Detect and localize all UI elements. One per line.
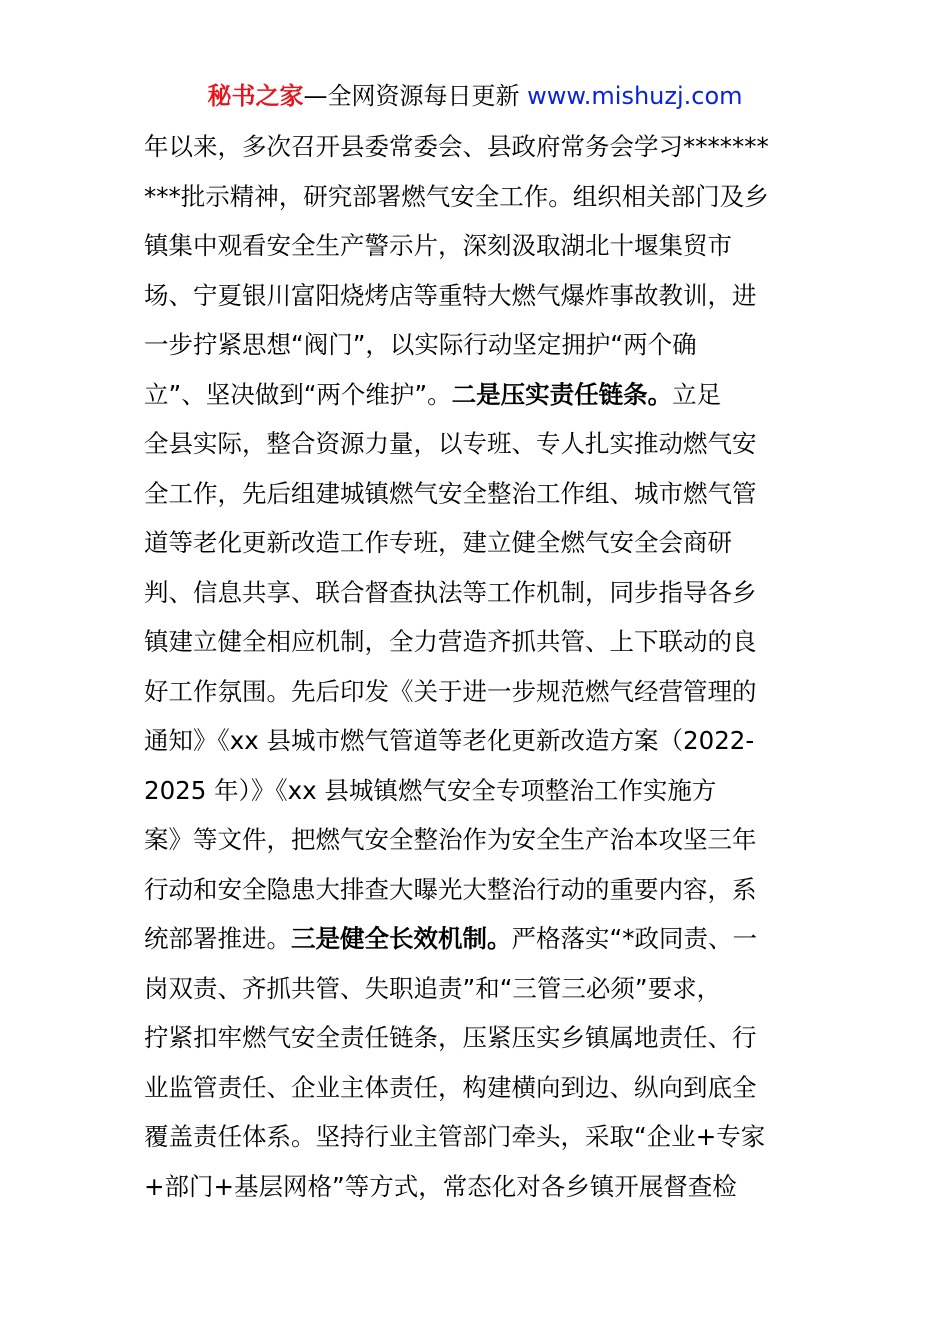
text-line-1: 年以来，多次召开县委常委会、县政府常务会学习******* <box>144 132 769 161</box>
text-line-8: 全工作，先后组建城镇燃气安全整治工作组、城市燃气管 <box>144 478 757 508</box>
text-line-7: 全县实际，整合资源力量，以专班、专人扎实推动燃气安 <box>144 429 757 458</box>
text-line-16: 行动和安全隐患大排查大曝光大整治行动的重要内容，系 <box>144 874 757 904</box>
text-line-3: 镇集中观看安全生产警示片，深刻汲取湖北十堰集贸市 <box>144 231 732 260</box>
site-tagline: —全网资源每日更新 <box>303 82 528 110</box>
site-url-link[interactable]: www.mishuzj.com <box>527 82 743 110</box>
site-header <box>0 80 950 112</box>
text-line-6: 立”、坚决做到“两个维护”。二是压实责任链条。立足 <box>144 379 722 409</box>
section-heading-2: 二是压实责任链条。 <box>451 379 673 409</box>
section-heading-3: 三是健全长效机制。 <box>291 924 512 953</box>
text-line-19: 拧紧扣牢燃气安全责任链条，压紧压实乡镇属地责任、行 <box>144 1023 757 1052</box>
site-brand: 秘书之家 <box>207 82 304 110</box>
text-line-4: 场、宁夏银川富阳烧烤店等重特大燃气爆炸事故教训，进 <box>144 280 757 310</box>
text-line-22: +部门+基层网格”等方式，常态化对各乡镇开展督查检 <box>144 1171 737 1201</box>
text-line-10: 判、信息共享、联合督查执法等工作机制，同步指导各乡 <box>144 577 757 607</box>
text-line-14: 2025 年）》《xx 县城镇燃气安全专项整治工作实施方 <box>144 775 717 805</box>
text-line-13: 通知》《xx 县城市燃气管道等老化更新改造方案（2022- <box>144 726 755 755</box>
text-line-21: 覆盖责任体系。坚持行业主管部门牵头，采取“企业+专家 <box>144 1122 766 1151</box>
text-line-20: 业监管责任、企业主体责任，构建横向到边、纵向到底全 <box>144 1072 757 1102</box>
text-line-11: 镇建立健全相应机制，全力营造齐抓共管、上下联动的良 <box>144 627 757 656</box>
text-line-15: 案》等文件，把燃气安全整治作为安全生产治本攻坚三年 <box>144 825 757 854</box>
text-line-17: 统部署推进。三是健全长效机制。严格落实“*政同责、一 <box>144 924 757 953</box>
document-body <box>144 122 824 1211</box>
text-line-12: 好工作氛围。先后印发《关于进一步规范燃气经营管理的 <box>144 676 757 706</box>
text-line-5: 一步拧紧思想“阀门”，以实际行动坚定拥护“两个确 <box>144 330 697 359</box>
text-line-2: ***批示精神，研究部署燃气安全工作。组织相关部门及乡 <box>144 181 769 211</box>
text-line-9: 道等老化更新改造工作专班，建立健全燃气安全会商研 <box>144 528 732 557</box>
text-line-18: 岗双责、齐抓共管、失职追责”和“三管三必须”要求， <box>144 973 722 1003</box>
